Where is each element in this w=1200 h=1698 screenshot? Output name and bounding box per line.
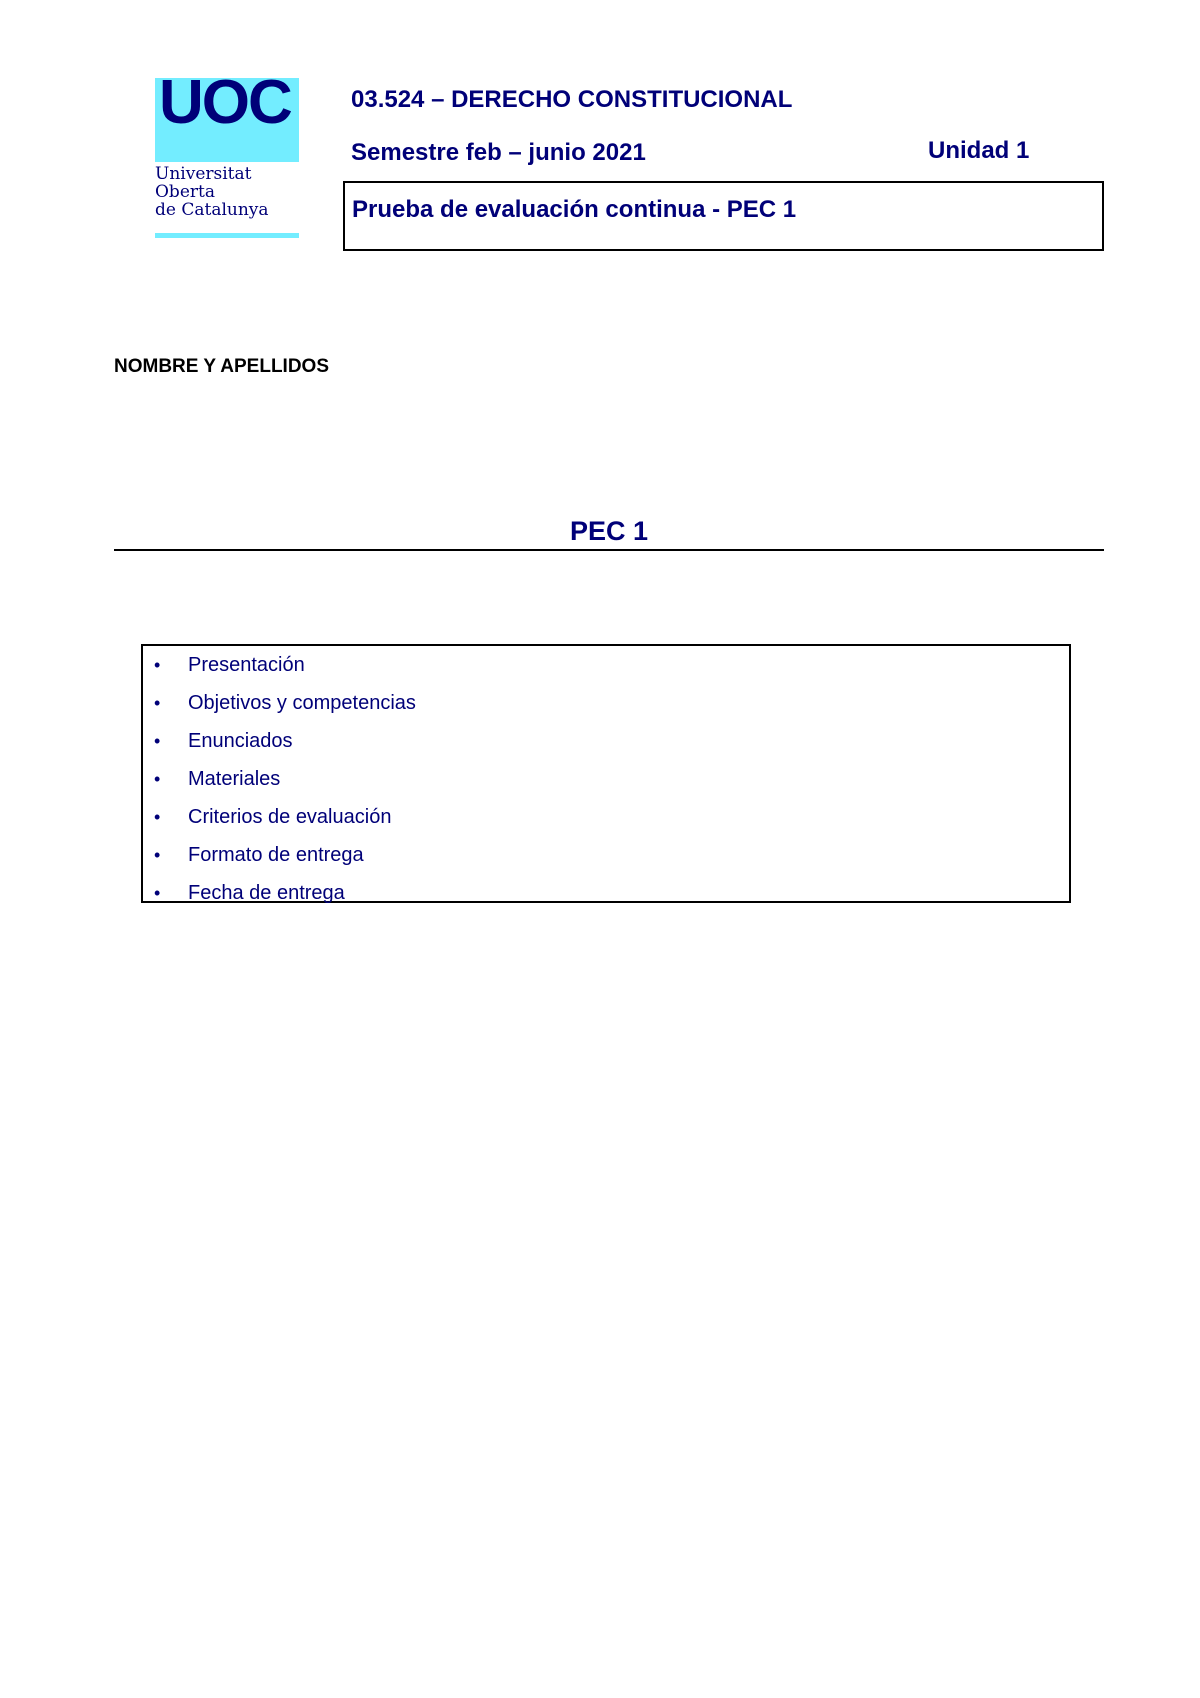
toc-link[interactable]: Enunciados — [188, 730, 293, 752]
section-divider — [114, 549, 1104, 551]
toc-list — [143, 650, 1069, 916]
bullet-icon: • — [154, 883, 161, 903]
logo-text-line-3: de Catalunya — [155, 200, 269, 220]
logo-text-line-1: Universitat — [155, 164, 252, 184]
bullet-icon: • — [154, 845, 161, 865]
bullet-icon: • — [154, 655, 161, 675]
logo-block — [155, 78, 299, 162]
toc-link[interactable]: Presentación — [188, 654, 305, 676]
section-title: PEC 1 — [569, 516, 649, 546]
logo-underline-bar — [155, 233, 299, 238]
course-code-title: 03.524 – DERECHO CONSTITUCIONAL — [351, 86, 793, 113]
bullet-icon: • — [154, 769, 161, 789]
toc-item-fecha[interactable] — [143, 878, 1069, 916]
student-name-label: NOMBRE Y APELLIDOS — [114, 356, 330, 377]
toc-item-objetivos[interactable] — [143, 688, 1069, 726]
bullet-icon: • — [154, 807, 161, 827]
pec-title-box — [343, 181, 1104, 251]
toc-link[interactable]: Fecha de entrega — [188, 882, 345, 904]
toc-item-enunciados[interactable] — [143, 726, 1069, 764]
semester-label: Semestre feb – junio 2021 — [351, 139, 646, 166]
toc-item-materiales[interactable] — [143, 764, 1069, 802]
logo-text-line-2: Oberta — [155, 182, 215, 202]
toc-link[interactable]: Formato de entrega — [188, 844, 364, 866]
unit-label: Unidad 1 — [928, 137, 1030, 164]
toc-link[interactable]: Objetivos y competencias — [188, 692, 416, 714]
toc-link[interactable]: Criterios de evaluación — [188, 806, 392, 828]
logo-mark: UOC — [159, 78, 291, 137]
toc-item-criterios[interactable] — [143, 802, 1069, 840]
table-of-contents — [141, 644, 1071, 903]
bullet-icon: • — [154, 731, 161, 751]
bullet-icon: • — [154, 693, 161, 713]
toc-item-formato[interactable] — [143, 840, 1069, 878]
uoc-logo — [155, 78, 299, 242]
toc-link[interactable]: Materiales — [188, 768, 281, 790]
toc-item-presentacion[interactable] — [143, 650, 1069, 688]
pec-title: Prueba de evaluación continua - PEC 1 — [352, 196, 797, 223]
